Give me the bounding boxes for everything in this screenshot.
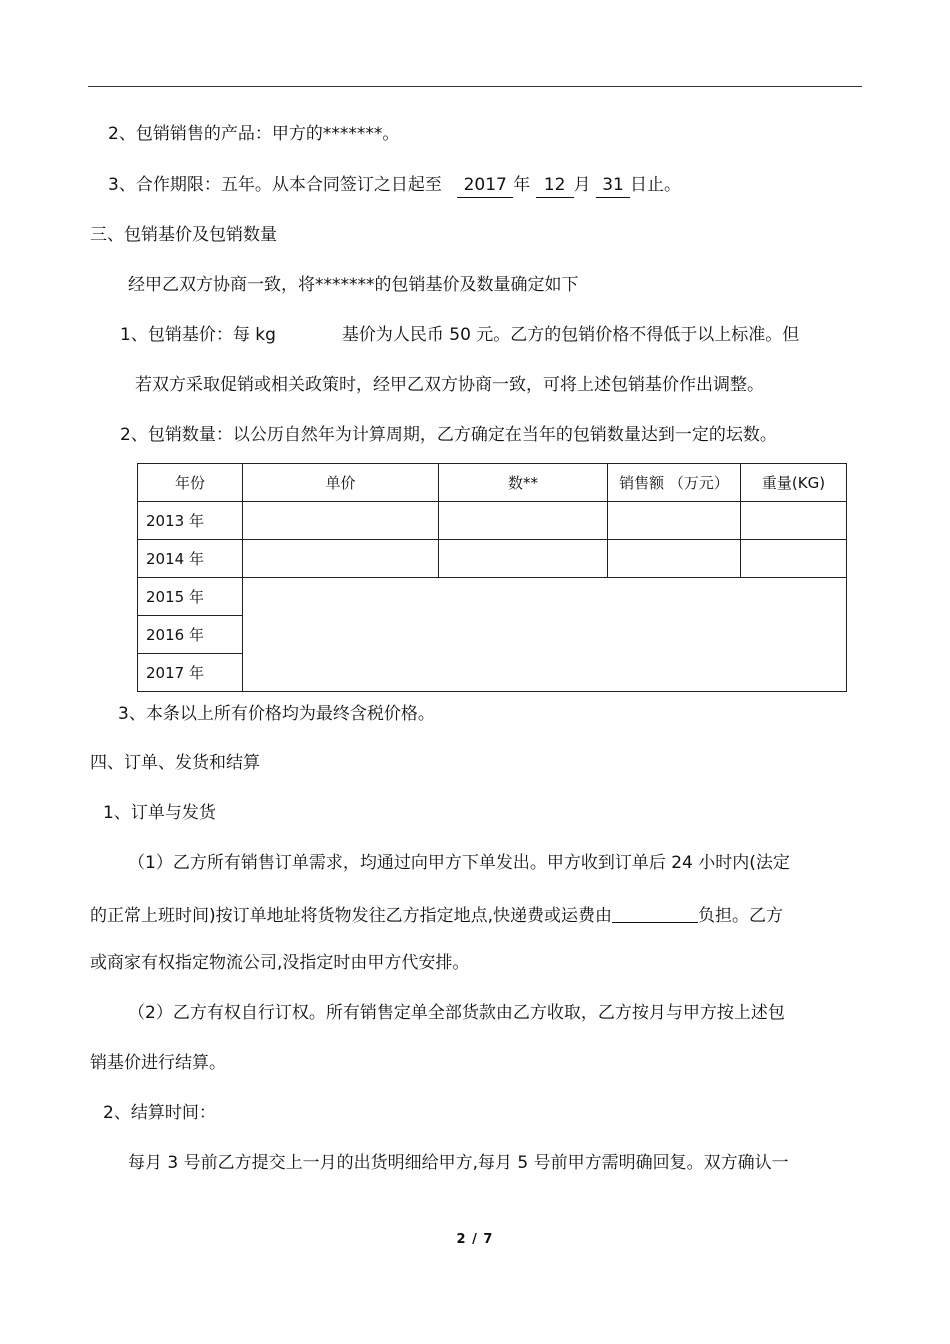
year-cell: 2017 年 — [138, 654, 243, 692]
base-price-label: 1、包销基价：每 kg — [120, 325, 276, 345]
table-cell — [439, 502, 608, 540]
section-3-heading: 三、包销基价及包销数量 — [90, 225, 277, 245]
term-day-blank: 31 — [596, 173, 630, 198]
table-row — [138, 502, 847, 540]
header-year: 年份 — [138, 464, 243, 502]
table-header-row — [138, 464, 847, 502]
page-number: 2 / 7 — [456, 1232, 494, 1247]
settlement-subheading: 2、结算时间： — [103, 1103, 216, 1123]
base-price-clause — [120, 323, 799, 347]
term-month-unit: 月 — [573, 175, 591, 195]
sales-table — [137, 463, 847, 692]
term-day-unit: 日止。 — [630, 175, 682, 195]
table-row — [138, 540, 847, 578]
order-clause-2-tail: 负担。乙方 — [698, 906, 784, 926]
table-cell — [439, 540, 608, 578]
table-cell — [243, 502, 439, 540]
table-cell — [608, 540, 741, 578]
order-clause-2-text: 的正常上班时间)按订单地址将货物发往乙方指定地点,快递费或运费由 — [90, 906, 613, 926]
term-month-blank: 12 — [536, 173, 574, 198]
settlement-clause: 每月 3 号前乙方提交上一月的出货明细给甲方,每月 5 号前甲方需明确回复。双方确认一 — [128, 1153, 789, 1173]
term-clause — [108, 173, 681, 198]
term-year-blank: 2017 — [457, 173, 513, 198]
year-cell: 2014 年 — [138, 540, 243, 578]
product-clause: 2、包销销售的产品：甲方的*******。 — [108, 124, 400, 144]
base-price-adjust: 若双方采取促销或相关政策时，经甲乙双方协商一致，可将上述包销基价作出调整。 — [135, 375, 764, 395]
year-cell: 2015 年 — [138, 578, 243, 616]
table-cell — [741, 540, 847, 578]
section-4-heading: 四、订单、发货和结算 — [90, 753, 260, 773]
term-year-unit: 年 — [513, 175, 531, 195]
header-quantity: 数** — [439, 464, 608, 502]
header-sales: 销售额 （万元） — [608, 464, 741, 502]
table-row — [138, 578, 847, 616]
order-clause-3: 或商家有权指定物流公司,没指定时由甲方代安排。 — [90, 953, 470, 973]
table-cell — [741, 502, 847, 540]
table-cell — [608, 502, 741, 540]
order-clause-5: 销基价进行结算。 — [90, 1053, 226, 1073]
header-rule — [88, 86, 862, 87]
year-cell: 2013 年 — [138, 502, 243, 540]
header-weight: 重量(KG) — [741, 464, 847, 502]
quantity-clause: 2、包销数量：以公历自然年为计算周期，乙方确定在当年的包销数量达到一定的坛数。 — [120, 425, 777, 445]
order-subheading: 1、订单与发货 — [103, 803, 216, 823]
year-cell: 2016 年 — [138, 616, 243, 654]
merged-cell — [243, 578, 847, 692]
section-3-intro: 经甲乙双方协商一致，将*******的包销基价及数量确定如下 — [128, 275, 579, 295]
order-clause-4: （2）乙方有权自行订权。所有销售定单全部货款由乙方收取，乙方按月与甲方按上述包 — [128, 1003, 785, 1023]
tax-clause: 3、本条以上所有价格均为最终含税价格。 — [118, 704, 435, 724]
order-clause-1: （1）乙方所有销售订单需求，均通过向甲方下单发出。甲方收到订单后 24 小时内(法定 — [128, 853, 790, 873]
base-price-text: 基价为人民币 50 元。乙方的包销价格不得低于以上标准。但 — [341, 325, 800, 345]
freight-payer-blank — [612, 902, 698, 923]
order-clause-2 — [90, 902, 783, 928]
table-cell — [243, 540, 439, 578]
header-unit-price: 单价 — [243, 464, 439, 502]
term-clause-text: 3、合作期限：五年。从本合同签订之日起至 — [108, 175, 442, 195]
